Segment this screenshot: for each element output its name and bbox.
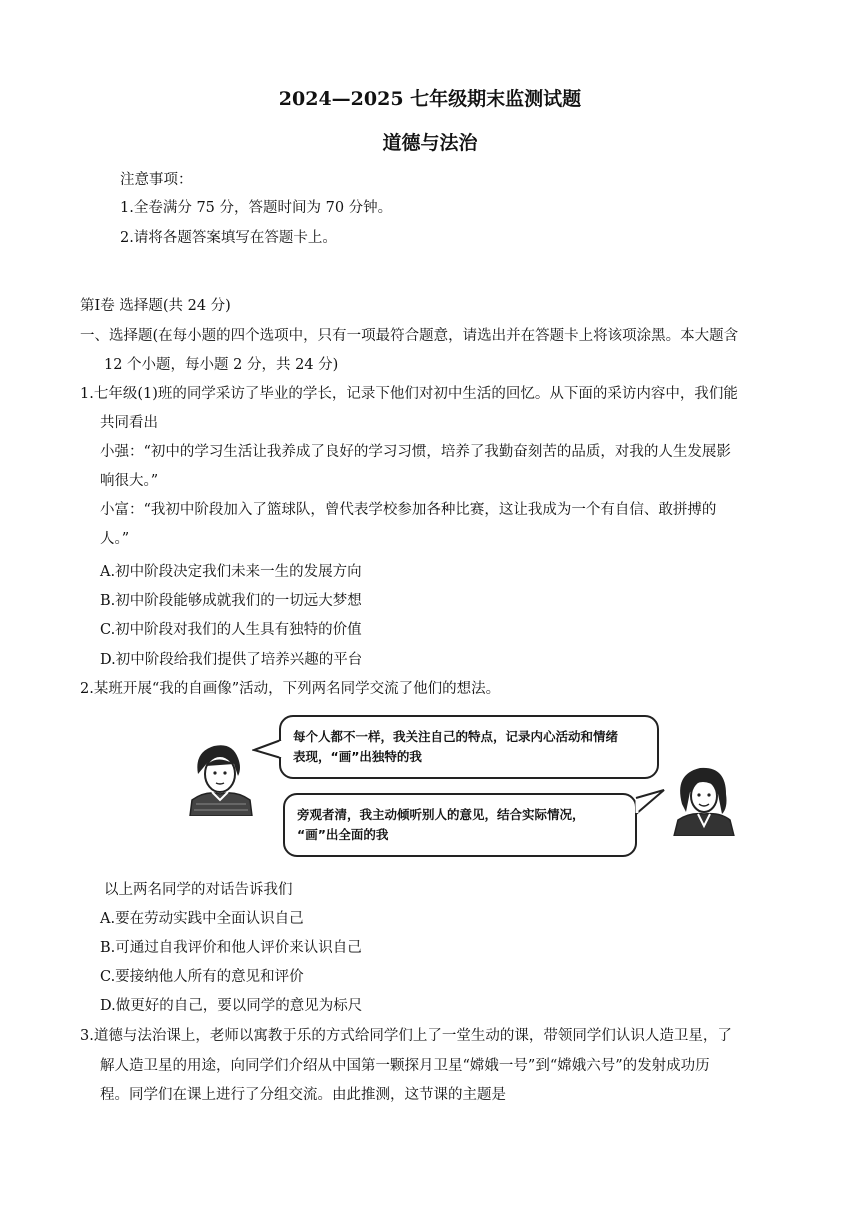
q1-option-a: A.初中阶段决定我们未来一生的发展方向 <box>100 564 362 580</box>
subject-title: 道德与法治 <box>382 132 478 154</box>
section-title: 第Ⅰ卷 选择题(共 24 分) <box>80 298 231 314</box>
note-item-2: 2.请将各题答案填写在答题卡上。 <box>120 230 337 246</box>
bubble-1-text-cont: 表现，“画”出独特的我 <box>293 749 422 764</box>
q2-option-b: B.可通过自我评价和他人评价来认识自己 <box>100 940 362 956</box>
speech-bubble-2 <box>283 793 637 857</box>
section-instruction-cont: 12 个小题，每小题 2 分，共 24 分) <box>104 357 339 373</box>
q2-option-d: D.做更好的自己，要以同学的意见为标尺 <box>100 998 363 1014</box>
exam-title: 2024—2025 七年级期末监测试题 <box>278 88 582 110</box>
bubble-2-text-cont: “画”出全面的我 <box>297 827 389 842</box>
q1-option-b: B.初中阶段能够成就我们的一切远大梦想 <box>100 593 362 609</box>
q2-option-c: C.要接纳他人所有的意见和评价 <box>100 969 304 985</box>
q2-stem: 2.某班开展“我的自画像”活动，下列两名同学交流了他们的想法。 <box>80 681 501 697</box>
q1-quote-1-cont: 响很大。” <box>100 473 159 489</box>
bubble-2-text: 旁观者清，我主动倾听别人的意见，结合实际情况， <box>297 807 585 822</box>
bubble-2-tail <box>634 788 666 818</box>
q3-stem-cont-2: 程。同学们在课上进行了分组交流。由此推测，这节课的主题是 <box>100 1087 506 1103</box>
q1-quote-2-cont: 人。” <box>100 531 130 547</box>
q1-quote-1: 小强：“初中的学习生活让我养成了良好的学习习惯，培养了我勤奋刻苦的品质，对我的人生发展影 <box>100 444 731 460</box>
boy-figure <box>186 740 256 816</box>
q3-stem: 3.道德与法治课上，老师以寓教于乐的方式给同学们上了一堂生动的课，带领同学们认识人造卫星，了 <box>80 1028 732 1044</box>
section-instruction: 一、选择题(在每小题的四个选项中，只有一项最符合题意，请选出并在答题卡上将该项涂黑。本大题含 <box>80 328 739 344</box>
q1-stem: 1.七年级(1)班的同学采访了毕业的学长，记录下他们对初中生活的回忆。从下面的采访内容中，我们能 <box>80 386 738 402</box>
notes-heading: 注意事项： <box>120 172 193 188</box>
q1-quote-2: 小富：“我初中阶段加入了篮球队，曾代表学校参加各种比赛，这让我成为一个有自信、敢拼搏的 <box>100 502 717 518</box>
q1-option-c: C.初中阶段对我们的人生具有独特的价值 <box>100 622 362 638</box>
q3-stem-cont-1: 解人造卫星的用途，向同学们介绍从中国第一颗探月卫星“嫦娥一号”到“嫦娥六号”的发射成功历 <box>100 1058 710 1074</box>
q2-option-a: A.要在劳动实践中全面认识自己 <box>100 911 304 927</box>
note-item-1: 1.全卷满分 75 分，答题时间为 70 分钟。 <box>120 200 393 216</box>
girl-figure <box>668 764 738 836</box>
q1-stem-cont: 共同看出 <box>100 415 158 431</box>
bubble-1-tail <box>252 738 282 762</box>
speech-bubble-1 <box>279 715 659 779</box>
q1-option-d: D.初中阶段给我们提供了培养兴趣的平台 <box>100 652 363 668</box>
bubble-1-text: 每个人都不一样，我关注自己的特点，记录内心活动和情绪 <box>293 729 619 744</box>
q2-lead: 以上两名同学的对话告诉我们 <box>104 882 293 898</box>
